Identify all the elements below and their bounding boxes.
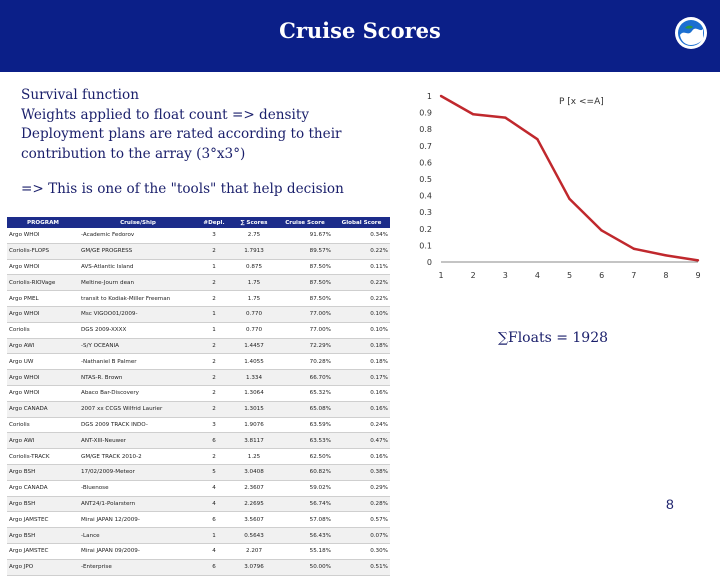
table-cell: NTAS-R. Brown	[79, 370, 197, 386]
table-cell: Argo WHOI	[7, 385, 79, 401]
table-cell: 77.00%	[277, 306, 333, 322]
table-cell: 0.16%	[333, 449, 390, 465]
table-cell: 0.07%	[333, 528, 390, 544]
data-point	[600, 229, 602, 231]
table-cell: 87.50%	[277, 275, 333, 291]
table-cell: 6	[197, 433, 231, 449]
table-cell: 2	[197, 291, 231, 307]
table-row	[7, 370, 390, 386]
table-cell: 1	[197, 306, 231, 322]
table-cell: 3	[197, 228, 231, 243]
table-cell: 0.29%	[333, 480, 390, 496]
table-cell: 63.59%	[277, 417, 333, 433]
table-cell: -S/Y OCEANIA	[79, 338, 197, 354]
table-row	[7, 464, 390, 480]
table-cell: -Academic Fedorov	[79, 228, 197, 243]
table-cell: 0.47%	[333, 433, 390, 449]
table-cell: -Bluenose	[79, 480, 197, 496]
table-row	[7, 559, 390, 575]
table-cell: DGS 2009 TRACK INDO-	[79, 417, 197, 433]
table-cell: Argo JAMSTEC	[7, 543, 79, 559]
table-cell: 55.18%	[277, 543, 333, 559]
table-cell: 0.875	[231, 259, 277, 275]
noaa-globe-logo-icon	[674, 16, 708, 50]
table-cell: ANT24/1-Polarstern	[79, 496, 197, 512]
table-body	[7, 228, 390, 575]
x-tick-label: 8	[663, 271, 669, 280]
column-header: Global Score	[333, 217, 390, 228]
table-cell: Argo BSH	[7, 496, 79, 512]
intro-line: Deployment plans are rated according to their	[21, 126, 342, 142]
table-cell: 3.5607	[231, 512, 277, 528]
table-cell: 4	[197, 496, 231, 512]
data-point	[504, 116, 506, 118]
y-tick-label: 0.5	[419, 175, 432, 184]
table-cell: Meltine-Journ dean	[79, 275, 197, 291]
table-cell: 0.18%	[333, 354, 390, 370]
table-cell: 1	[197, 528, 231, 544]
y-tick-label: 0.7	[419, 141, 432, 151]
table-row	[7, 512, 390, 528]
y-tick-label: 0.6	[419, 158, 432, 168]
table-row	[7, 338, 390, 354]
table-cell: 2	[197, 401, 231, 417]
table-cell: Argo JAMSTEC	[7, 512, 79, 528]
table-cell: 1.75	[231, 291, 277, 307]
x-tick-label: 2	[470, 271, 476, 280]
x-tick-label: 5	[566, 271, 573, 280]
table-cell: Argo BSH	[7, 528, 79, 544]
table-cell: 2	[197, 243, 231, 259]
table-row	[7, 543, 390, 559]
x-tick-label: 9	[695, 271, 701, 280]
table-cell: 72.29%	[277, 338, 333, 354]
table-row	[7, 322, 390, 338]
table-cell: 1.7913	[231, 243, 277, 259]
page-number: 8	[666, 496, 674, 512]
table-cell: 1.9076	[231, 417, 277, 433]
table-cell: 0.28%	[333, 496, 390, 512]
table-cell: 0.16%	[333, 401, 390, 417]
table-cell: 2	[197, 385, 231, 401]
table-cell: GM/GE PROGRESS	[79, 243, 197, 259]
table-row	[7, 243, 390, 259]
data-point	[568, 198, 570, 200]
table-cell: 2.207	[231, 543, 277, 559]
data-point	[665, 254, 667, 256]
table-cell: -Lance	[79, 528, 197, 544]
table-cell: 1	[197, 259, 231, 275]
table-cell: 77.00%	[277, 322, 333, 338]
table-cell: 3.8117	[231, 433, 277, 449]
intro-line: Survival function	[21, 87, 139, 103]
cruise-scores-table	[7, 217, 390, 576]
column-header: PROGRAM	[7, 217, 79, 228]
table-cell: -Enterprise	[79, 559, 197, 575]
y-tick-label: 1	[426, 92, 432, 101]
table-row	[7, 228, 390, 243]
table-cell: AVS-Atlantic Island	[79, 259, 197, 275]
table-cell: 66.70%	[277, 370, 333, 386]
table-cell: 57.08%	[277, 512, 333, 528]
table-cell: 0.30%	[333, 543, 390, 559]
table-cell: Argo UW	[7, 354, 79, 370]
table-cell: 2	[197, 275, 231, 291]
table-cell: 0.770	[231, 306, 277, 322]
table-cell: 87.50%	[277, 291, 333, 307]
table-cell: 0.18%	[333, 338, 390, 354]
table-cell: 0.22%	[333, 243, 390, 259]
decision-note: => This is one of the "tools" that help decision	[21, 181, 344, 197]
table-cell: Mirai JAPAN 09/2009-	[79, 543, 197, 559]
column-header: Cruise Score	[277, 217, 333, 228]
table-cell: Argo PMEL	[7, 291, 79, 307]
table-cell: Coriolis	[7, 417, 79, 433]
column-header: ∑ Scores	[231, 217, 277, 228]
table-cell: 0.10%	[333, 322, 390, 338]
table-cell: 62.50%	[277, 449, 333, 465]
table-cell: 1.75	[231, 275, 277, 291]
table-cell: Coriolis	[7, 322, 79, 338]
table-cell: 0.16%	[333, 385, 390, 401]
table-row	[7, 259, 390, 275]
table-cell: Argo JPO	[7, 559, 79, 575]
table-row	[7, 433, 390, 449]
floats-total: ∑Floats = 1928	[498, 330, 609, 346]
table-cell: 56.43%	[277, 528, 333, 544]
table-cell: 1.4055	[231, 354, 277, 370]
table-cell: 17/02/2009-Meteor	[79, 464, 197, 480]
table-cell: 2.3607	[231, 480, 277, 496]
table-cell: GM/GE TRACK 2010-2	[79, 449, 197, 465]
table-cell: 2.75	[231, 228, 277, 243]
intro-line: contribution to the array (3°x3°)	[21, 145, 246, 162]
table-cell: 1.4457	[231, 338, 277, 354]
table-cell: Argo BSH	[7, 464, 79, 480]
table-cell: 2007 xx CCGS Wilfrid Laurier	[79, 401, 197, 417]
y-tick-label: 0.8	[419, 125, 432, 135]
table-cell: Msc VIGOO01/2009-	[79, 306, 197, 322]
column-header: #Depl.	[197, 217, 231, 228]
table-cell: 2	[197, 354, 231, 370]
x-tick-label: 7	[631, 271, 637, 280]
table-cell: 0.34%	[333, 228, 390, 243]
table-cell: 0.5643	[231, 528, 277, 544]
table-cell: 56.74%	[277, 496, 333, 512]
table-cell: 0.38%	[333, 464, 390, 480]
x-tick-label: 3	[502, 271, 508, 280]
table-cell: 0.51%	[333, 559, 390, 575]
table-row	[7, 417, 390, 433]
title-bar	[0, 0, 720, 72]
table-cell: 59.02%	[277, 480, 333, 496]
y-tick-label: 0.9	[419, 108, 432, 118]
table-cell: 2	[197, 370, 231, 386]
table-cell: 0.17%	[333, 370, 390, 386]
table-cell: 91.67%	[277, 228, 333, 243]
table-cell: 89.57%	[277, 243, 333, 259]
table-cell: 50.00%	[277, 559, 333, 575]
table-cell: 1.3064	[231, 385, 277, 401]
table-cell: 1	[197, 322, 231, 338]
table-row	[7, 275, 390, 291]
table-cell: 1.3015	[231, 401, 277, 417]
table-cell: -Nathaniel B Palmer	[79, 354, 197, 370]
table-cell: 0.22%	[333, 275, 390, 291]
data-point	[697, 259, 699, 261]
table-cell: 6	[197, 512, 231, 528]
table-cell: 3	[197, 417, 231, 433]
intro-line: Weights applied to float count => density	[21, 106, 310, 123]
table-cell: Argo AWI	[7, 433, 79, 449]
y-tick-label: 0	[426, 258, 432, 267]
table-cell: 60.82%	[277, 464, 333, 480]
x-tick-label: 6	[599, 271, 605, 280]
chart-title: P [x <=A]	[559, 97, 604, 107]
table-cell: 6	[197, 559, 231, 575]
x-tick-label: 4	[534, 271, 540, 280]
table-cell: 4	[197, 543, 231, 559]
table-cell: Argo WHOI	[7, 306, 79, 322]
table-cell: Argo AWI	[7, 338, 79, 354]
table-header-row	[7, 217, 390, 228]
table-cell: Coriolis-TRACK	[7, 449, 79, 465]
table-cell: 70.28%	[277, 354, 333, 370]
page-title: Cruise Scores	[279, 18, 441, 43]
table-cell: 63.53%	[277, 433, 333, 449]
table-cell: Coriolis-FLOPS	[7, 243, 79, 259]
survival-function-chart	[412, 86, 704, 286]
table-cell: 0.11%	[333, 259, 390, 275]
table-cell: transit to Kodiak-Miller Freeman	[79, 291, 197, 307]
table-cell: Argo CANADA	[7, 401, 79, 417]
table-cell: 65.08%	[277, 401, 333, 417]
table-cell: Argo WHOI	[7, 228, 79, 243]
table-row	[7, 401, 390, 417]
table-cell: 0.10%	[333, 306, 390, 322]
table-cell: 2	[197, 338, 231, 354]
y-tick-label: 0.4	[419, 191, 432, 201]
table-row	[7, 385, 390, 401]
table-cell: 3.0796	[231, 559, 277, 575]
table-cell: 2	[197, 449, 231, 465]
intro-text	[21, 86, 381, 164]
column-header: Cruise/Ship	[79, 217, 197, 228]
table-row	[7, 528, 390, 544]
table-row	[7, 354, 390, 370]
table-cell: 4	[197, 480, 231, 496]
series-line	[441, 96, 698, 260]
table-cell: 1.334	[231, 370, 277, 386]
table-cell: ANT-XIII-Neuwer	[79, 433, 197, 449]
y-tick-label: 0.2	[419, 224, 432, 234]
table-cell: 0.57%	[333, 512, 390, 528]
data-point	[633, 248, 635, 250]
table-cell: 0.770	[231, 322, 277, 338]
y-tick-label: 0.3	[419, 208, 432, 218]
data-point	[536, 138, 538, 140]
table-cell: 65.32%	[277, 385, 333, 401]
table-cell: DGS 2009-XXXX	[79, 322, 197, 338]
table-row	[7, 480, 390, 496]
table-row	[7, 291, 390, 307]
table-cell: Mirai JAPAN 12/2009-	[79, 512, 197, 528]
table-cell: 0.24%	[333, 417, 390, 433]
data-point	[472, 113, 474, 115]
table-row	[7, 306, 390, 322]
table-cell: 0.22%	[333, 291, 390, 307]
table-cell: Argo WHOI	[7, 370, 79, 386]
table-row	[7, 496, 390, 512]
table-cell: 2.2695	[231, 496, 277, 512]
table-cell: Coriolis-RIOVage	[7, 275, 79, 291]
table-cell: 87.50%	[277, 259, 333, 275]
table-cell: 3.0408	[231, 464, 277, 480]
data-point	[440, 95, 442, 97]
table-cell: Argo CANADA	[7, 480, 79, 496]
table-row	[7, 449, 390, 465]
table-cell: Argo WHOI	[7, 259, 79, 275]
y-tick-label: 0.1	[419, 241, 432, 251]
table-cell: Abaco Bar-Discovery	[79, 385, 197, 401]
table-cell: 1.25	[231, 449, 277, 465]
table-cell: 5	[197, 464, 231, 480]
x-tick-label: 1	[438, 271, 444, 280]
